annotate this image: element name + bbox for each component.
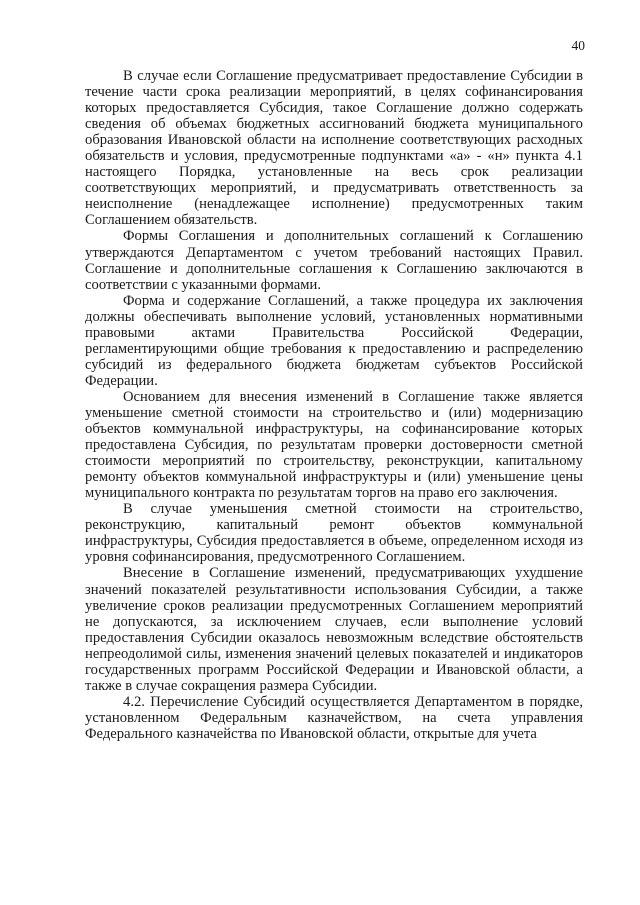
- page-number: 40: [571, 38, 585, 53]
- paragraph-grounds-for-changes: Основанием для внесения изменений в Соглашение также является уменьшение сметной стоимости на строительство и (или) модернизацию объектов коммунальной инфраструктуры, на софинансирование которых предоставлена Субсидия, по результатам проверки достоверности сметной стоимости мероприятий по строительству, реконструкции, капитальному ремонту объектов коммунальной инфраструктуры и (или) уменьшение цены муниципального контракта по результатам торгов на право его заключения.: [85, 388, 583, 502]
- paragraph-cost-reduction: В случае уменьшения сметной стоимости на строительство, реконструкцию, капитальный ремонт объектов коммунальной инфраструктуры, Субсидия предоставляется в объеме, определенном исходя из уровня софинансирования, предусмотренного Соглашением.: [85, 501, 583, 566]
- paragraph-change-restrictions: Внесение в Соглашение изменений, предусматривающих ухудшение значений показателей результативности использования Субсидии, а также увеличение сроков реализации предусмотренных Соглашением мероприятий не допускаются, за исключением случаев, если выполнение условий предоставления Субсидии оказалось невозможным вследствие обстоятельств непреодолимой силы, изменения значений целевых показателей и индикаторов государственных программ Российской Федерации и Ивановской области, а также в случае сокращения размера Субсидии.: [85, 565, 583, 694]
- paragraph-agreement-forms: Формы Соглашения и дополнительных соглашений к Соглашению утверждаются Департаментом с учетом требований настоящих Правил. Соглашение и дополнительные соглашения к Соглашению заключаются в соответствии с указанными формами.: [85, 228, 583, 293]
- document-body: [85, 68, 583, 742]
- paragraph-agreement-content: Форма и содержание Соглашений, а также процедура их заключения должны обеспечивать выполнение условий, установленных нормативными правовыми актами Правительства Российской Федерации, регламентирующими общие требования к предоставлению и распределению субсидий из федерального бюджета бюджетам субъектов Российской Федерации.: [85, 292, 583, 389]
- paragraph-subsidy-period: В случае если Соглашение предусматривает предоставление Субсидии в течение части срока реализации мероприятий, в целях софинансирования которых предоставляется Субсидия, такое Соглашение должно содержать сведения об объемах бюджетных ассигнований бюджета муниципального образования Ивановской области на исполнение соответствующих расходных обязательств и условия, предусмотренные подпунктами «а» - «н» пункта 4.1 настоящего Порядка, установленные на весь срок реализации соответствующих мероприятий, и предусматривать ответственность за неисполнение (ненадлежащее исполнение) предусмотренных таким Соглашением обязательств.: [85, 68, 583, 229]
- paragraph-transfer-procedure: 4.2. Перечисление Субсидий осуществляется Департаментом в порядке, установленном Федеральным казначейством, на счета управления Федерального казначейства по Ивановской области, открытые для учета: [85, 693, 583, 742]
